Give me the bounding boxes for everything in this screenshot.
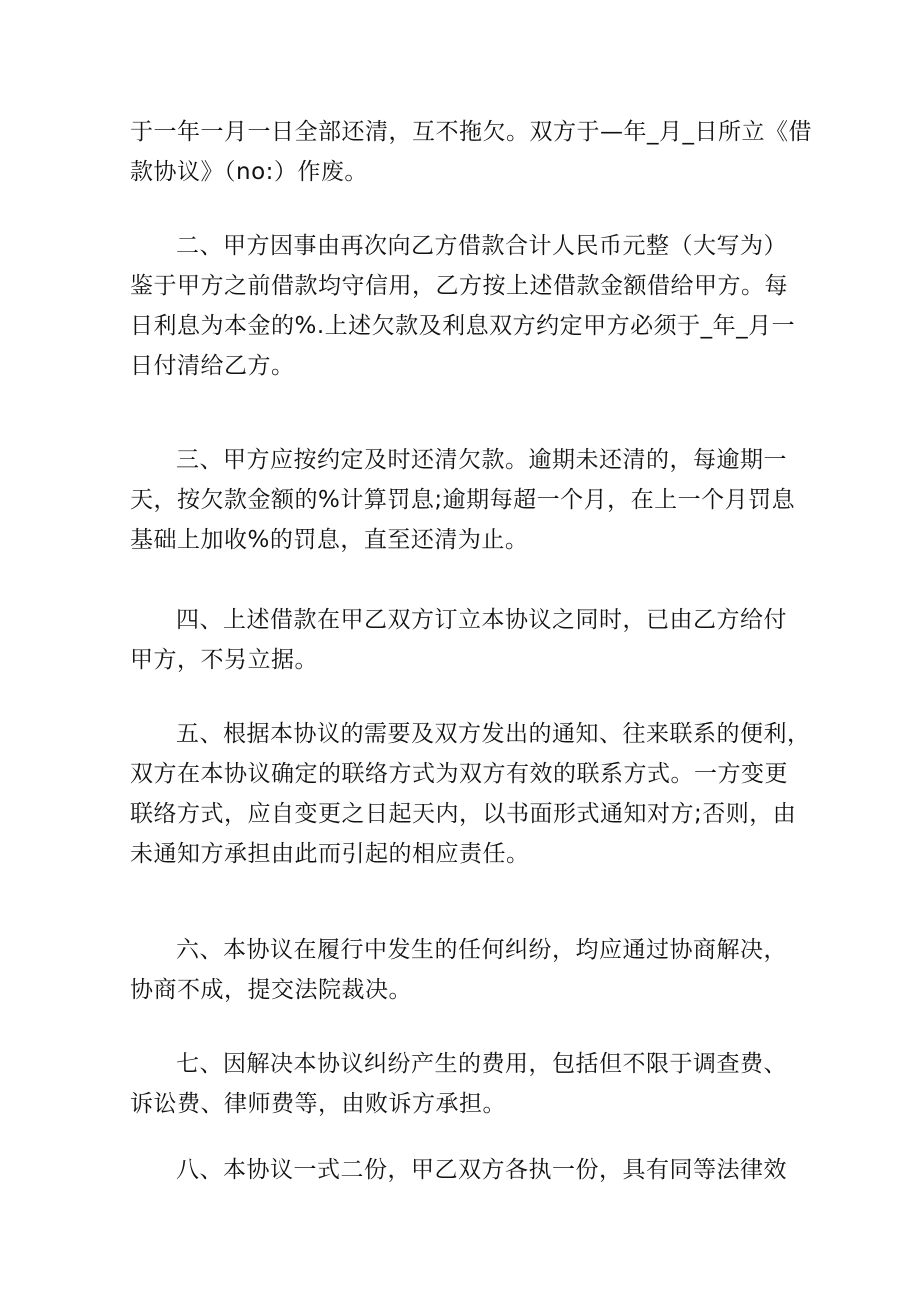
paragraph-clause-6 [130, 930, 800, 1010]
paragraph-clause-4 [130, 600, 800, 680]
text-line: 未通知方承担由此而引起的相应责任。 [130, 841, 530, 867]
text-line: 日付清给乙方。 [130, 353, 295, 379]
text-line: 六、本协议在履行中发生的任何纠纷，均应通过协商解决， [176, 937, 787, 963]
text-line: 七、因解决本协议纠纷产生的费用，包括但不限于调查费、 [176, 1051, 787, 1077]
text-line: 八、本协议一式二份，甲乙双方各执一份，具有同等法律效 [176, 1157, 787, 1183]
text-line: 基础上加收%的罚息，直至还清为止。 [130, 527, 529, 553]
text-line: 联络方式，应自变更之日起天内，以书面形式通知对方;否则，由 [130, 801, 797, 827]
text-line: 诉讼费、律师费等，由败诉方承担。 [130, 1091, 506, 1117]
paragraph-clause-5 [130, 714, 811, 874]
text-line: 甲方，不另立据。 [130, 647, 318, 673]
text-line: 三、甲方应按约定及时还清欠款。逾期未还清的，每逾期一 [176, 447, 787, 473]
text-line: 协商不成，提交法院裁决。 [130, 977, 412, 1003]
paragraph-clause-7 [130, 1044, 800, 1124]
text-line: 日利息为本金的%.上述欠款及利息双方约定甲方必须于_年_月一 [130, 313, 796, 339]
paragraph-continuation [130, 112, 812, 192]
text-line: 四、上述借款在甲乙双方订立本协议之同时，已由乙方给付 [176, 607, 787, 633]
paragraph-clause-8 [130, 1150, 800, 1190]
text-line: 二、甲方因事由再次向乙方借款合计人民币元整（大写为） [176, 233, 787, 259]
text-line: 五、根据本协议的需要及双方发出的通知、往来联系的便利， [176, 721, 811, 747]
text-line: 于一年一月一日全部还清，互不拖欠。双方于—年_月_日所立《借 [130, 119, 812, 145]
paragraph-clause-3 [130, 440, 800, 560]
text-line: 双方在本协议确定的联络方式为双方有效的联系方式。一方变更 [130, 761, 788, 787]
text-line: 款协议》（no:）作废。 [130, 159, 368, 185]
text-line: 天，按欠款金额的%计算罚息;逾期每超一个月，在上一个月罚息 [130, 487, 796, 513]
paragraph-clause-2 [130, 226, 800, 386]
text-line: 鉴于甲方之前借款均守信用，乙方按上述借款金额借给甲方。每 [130, 273, 788, 299]
